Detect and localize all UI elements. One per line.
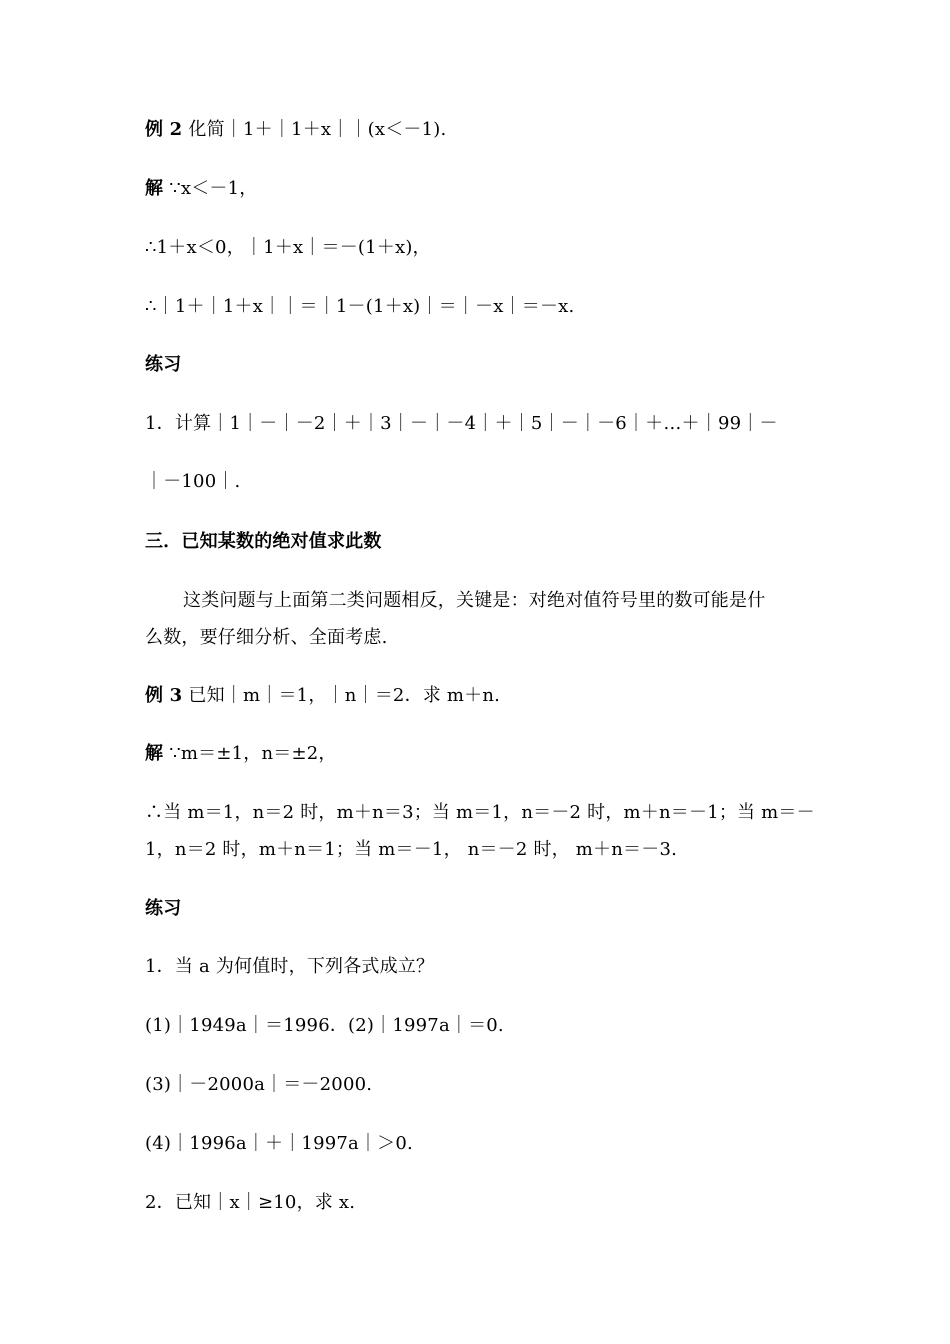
solution-2-line-3: ∴｜1＋｜1＋x｜｜＝｜1－(1＋x)｜＝｜－x｜＝－x. (145, 296, 575, 317)
practice-2-heading: 练习 (145, 898, 182, 919)
section-3-intro-line-2: 么数，要仔细分析、全面考虑. (145, 627, 388, 648)
example-3-label: 例 3 (145, 685, 183, 706)
example-3 (145, 684, 805, 708)
practice-2-question-1-part-4: (4)｜1996a｜＋｜1997a｜＞0. (145, 1133, 413, 1154)
solution-3-line-1-text: ∵m＝±1，n＝±2， (169, 743, 337, 764)
solution-3-line-3: 1，n＝2 时，m＋n＝1；当 m＝－1， n＝－2 时， m＋n＝－3. (145, 839, 678, 860)
practice-2-question-1-part-3: (3)｜－2000a｜＝－2000. (145, 1074, 373, 1095)
solution-3-line-1 (145, 742, 805, 766)
practice-2-question-2: 2．已知｜x｜≥10，求 x. (145, 1192, 356, 1213)
solution-3-line-2: ∴当 m＝1，n＝2 时，m＋n＝3；当 m＝1，n＝－2 时，m＋n＝－1；当 m＝－ (145, 802, 815, 823)
practice-2-question-1: 1．当 a 为何值时，下列各式成立？ (145, 956, 435, 977)
example-2-label: 例 2 (145, 119, 183, 140)
solution-2-line-1-text: ∵x＜－1， (169, 178, 258, 199)
section-3-title: 三．已知某数的绝对值求此数 (145, 531, 382, 552)
practice-2-question-1-parts-1-2: (1)｜1949a｜＝1996．(2)｜1997a｜＝0. (145, 1015, 504, 1036)
solution-3-label: 解 (145, 743, 164, 764)
practice-1-heading: 练习 (145, 354, 182, 375)
solution-2-line-1 (145, 177, 805, 201)
solution-2-label: 解 (145, 178, 164, 199)
practice-1-question-1-line-1: 1．计算｜1｜－｜－2｜＋｜3｜－｜－4｜＋｜5｜－｜－6｜＋…＋｜99｜－ (145, 413, 778, 434)
example-2-text: 化简｜1＋｜1＋x｜｜(x＜－1). (188, 119, 447, 140)
example-3-text: 已知｜m｜＝1，｜n｜＝2．求 m＋n. (188, 685, 501, 706)
section-3-intro-line-1: 这类问题与上面第二类问题相反，关键是：对绝对值符号里的数可能是什 (183, 590, 766, 611)
solution-2-line-2: ∴1＋x＜0，｜1＋x｜＝－(1＋x)， (145, 237, 431, 258)
example-2 (145, 118, 805, 142)
practice-1-question-1-line-2: ｜－100｜. (145, 471, 241, 492)
